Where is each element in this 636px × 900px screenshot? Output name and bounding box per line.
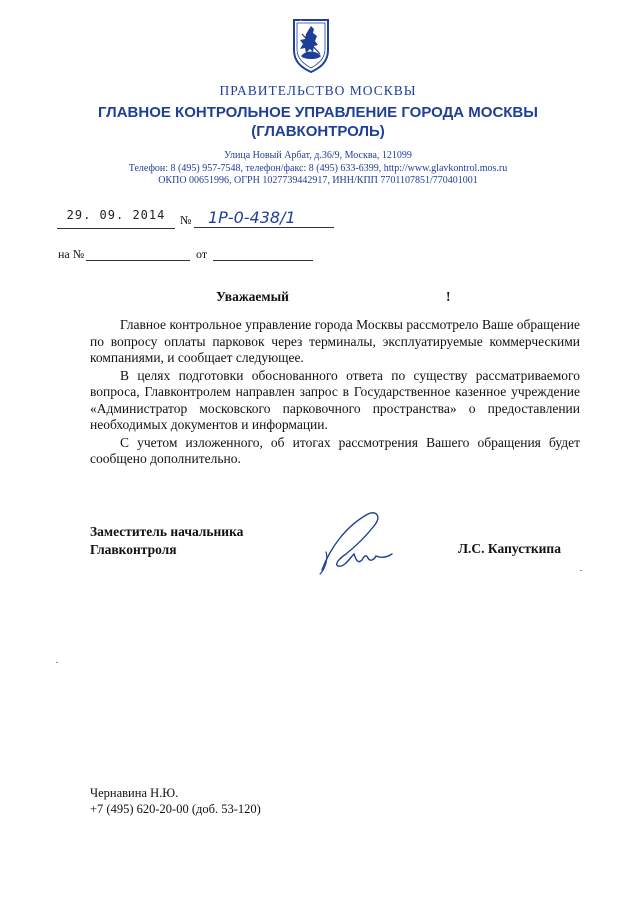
signatory-title-line1: Заместитель начальника bbox=[90, 524, 244, 539]
greeting: Уважаемый bbox=[216, 289, 289, 304]
letter-body bbox=[90, 317, 580, 469]
paragraph-3: С учетом изложенного, об итогах рассмотрения Вашего обращения будет сообщено дополнительно. bbox=[90, 434, 580, 466]
department-title-line1: ГЛАВНОЕ КОНТРОЛЬНОЕ УПРАВЛЕНИЕ ГОРОДА МОСКВЫ bbox=[98, 104, 538, 121]
scan-speck bbox=[300, 20, 302, 21]
department-title bbox=[0, 103, 636, 141]
moscow-coat-of-arms-icon bbox=[288, 16, 334, 74]
greeting-end: ! bbox=[446, 289, 451, 304]
executor-name: Чернавина Н.Ю. bbox=[90, 786, 179, 800]
reference-date-blank bbox=[213, 260, 313, 261]
registration-number: 1Р-0-438/1 bbox=[194, 208, 334, 228]
reference-number-blank bbox=[86, 260, 190, 261]
reference-number-label: на № bbox=[58, 247, 85, 261]
phone-fax-web: Телефон: 8 (495) 957-7548, телефон/факс: 8 (495) 633-6399, http://www.glavkontrol.mos.ru bbox=[128, 162, 508, 174]
government-title: ПРАВИТЕЛЬСТВО МОСКВЫ bbox=[219, 83, 417, 98]
registry-codes: ОКПО 00651996, ОГРН 1027739442917, ИНН/КПП 7701107851/770401001 bbox=[158, 175, 478, 186]
reference-date-label: от bbox=[196, 247, 208, 261]
registration-number-label: № bbox=[180, 213, 192, 227]
paragraph-2: В целях подготовки обоснованного ответа по существу рассматриваемого вопроса, Главконтролем направлен запрос в Государственное казенное учреждение «Администратор московского парковочного пространства» о предоставлении необходимых документов и информации. bbox=[90, 367, 580, 432]
executor-info bbox=[90, 785, 261, 817]
registration-date: 29. 09. 2014 bbox=[57, 208, 175, 229]
scan-speck bbox=[580, 570, 582, 571]
signatory-title-line2: Главконтроля bbox=[90, 542, 177, 557]
address: Улица Новый Арбат, д.36/9, Москва, 121099 bbox=[224, 150, 412, 161]
executor-phone: +7 (495) 620-20-00 (доб. 53-120) bbox=[90, 802, 261, 816]
letterhead-contacts bbox=[0, 150, 636, 188]
paragraph-1: Главное контрольное управление города Москвы рассмотрело Ваше обращение по вопросу оплаты парковок через терминалы, эксплуатируемые коммерческими компаниями, и сообщает следующее. bbox=[90, 317, 580, 365]
handwritten-signature-icon bbox=[316, 508, 408, 578]
scan-speck bbox=[56, 662, 58, 663]
signatory-title bbox=[90, 523, 243, 559]
signatory-name: Л.С. Капусткипа bbox=[458, 541, 561, 556]
department-title-line2: (ГЛАВКОНТРОЛЬ) bbox=[251, 123, 385, 140]
